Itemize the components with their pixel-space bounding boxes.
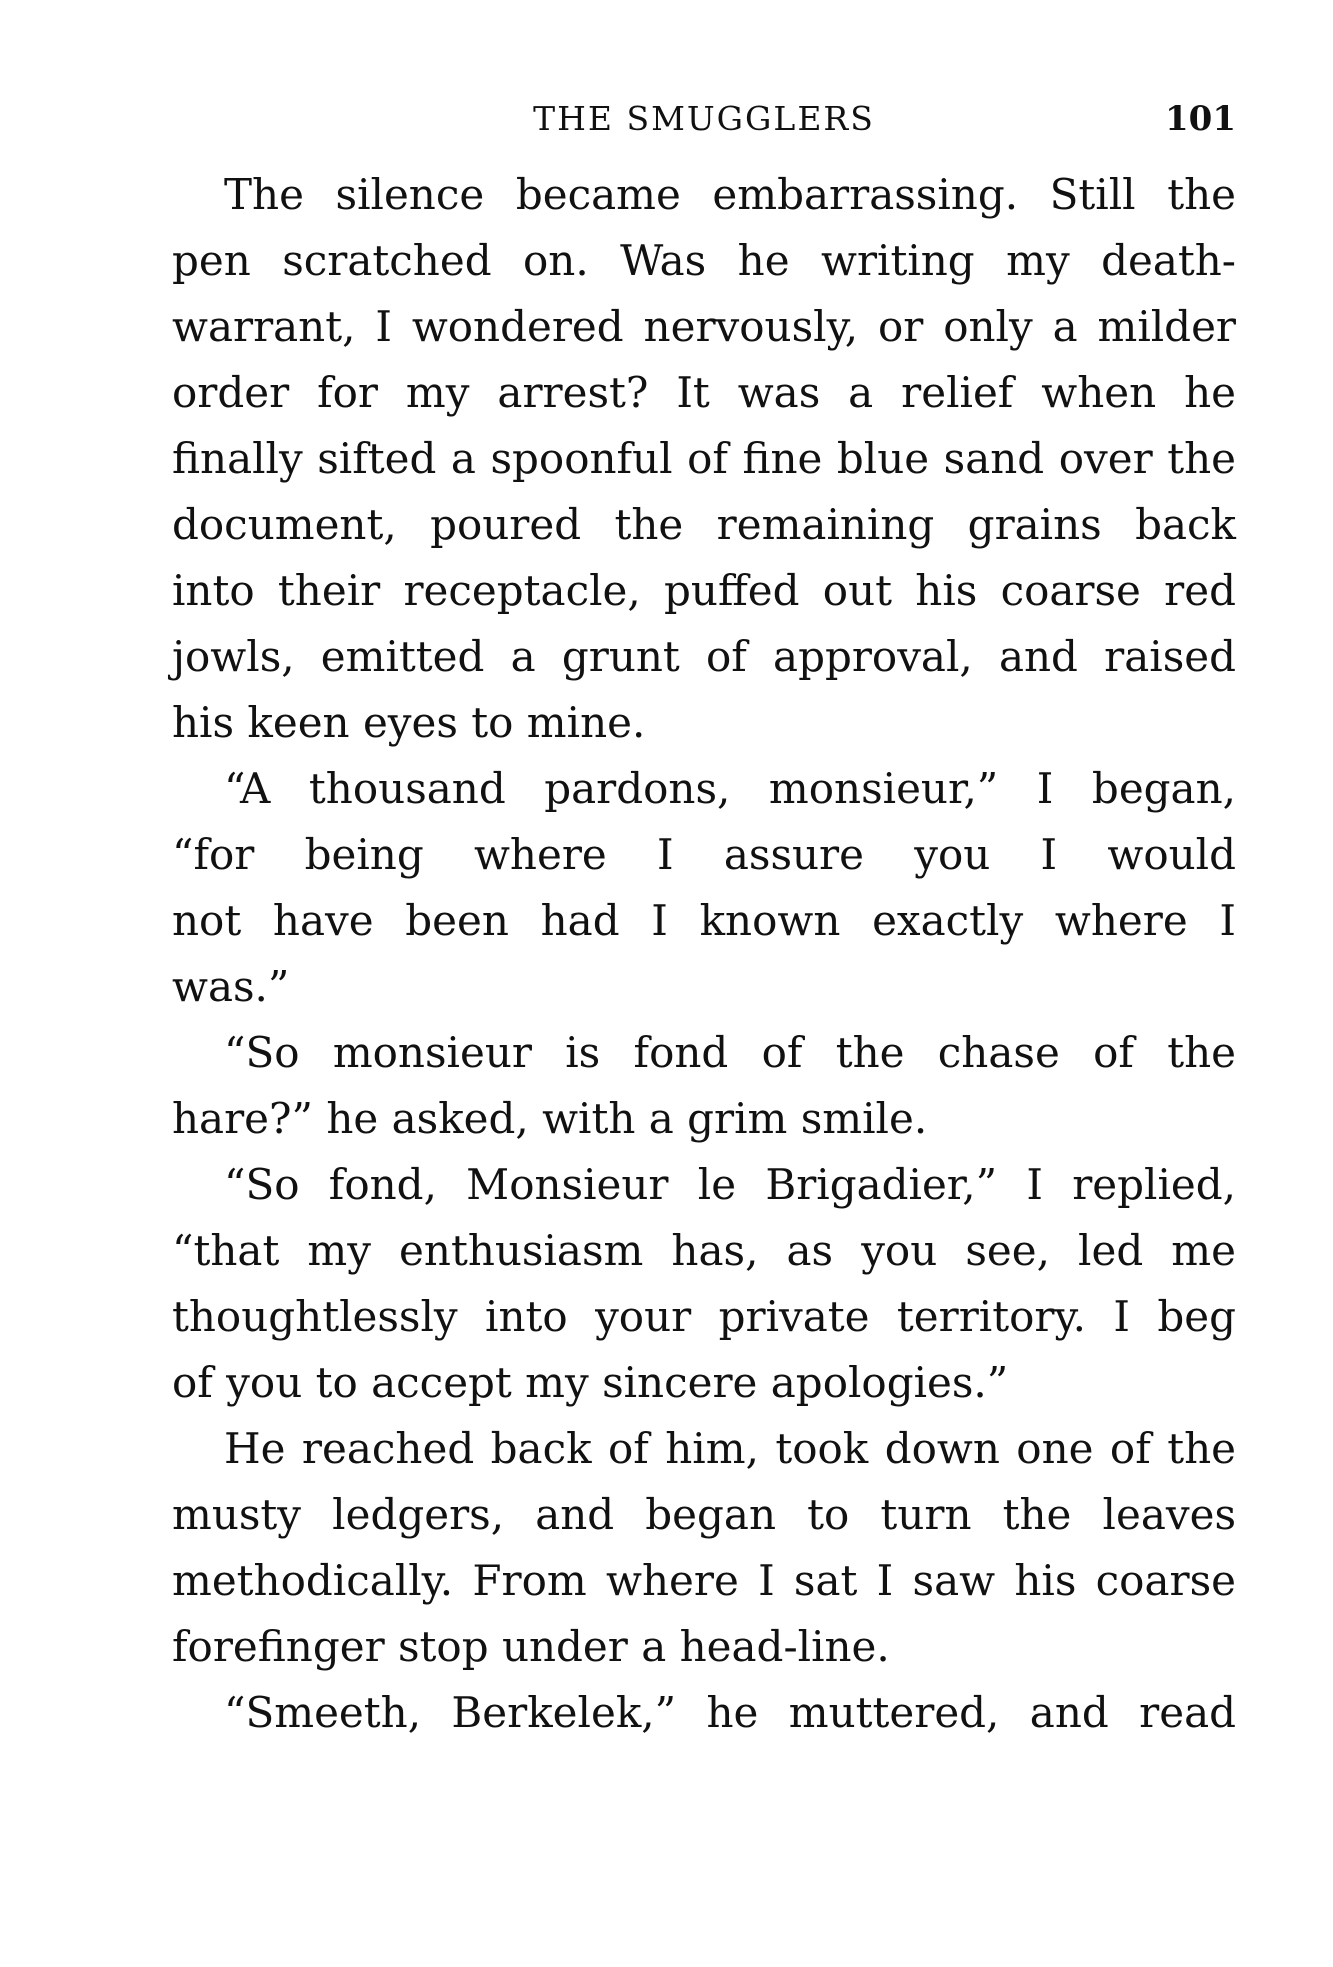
text-line: thoughtlessly into your private territory. I beg — [172, 1292, 1236, 1341]
text-line: his keen eyes to mine. — [172, 698, 646, 747]
page-number: 101 — [1165, 99, 1236, 139]
text-line: “A thousand pardons, monsieur,” I began, — [224, 764, 1236, 813]
text-line: methodically. From where I sat I saw his coarse — [172, 1556, 1236, 1605]
text-line: of you to accept my sincere apologies.” — [172, 1358, 1009, 1407]
text-line: “So fond, Monsieur le Brigadier,” I replied, — [224, 1160, 1236, 1209]
text-line: “So monsieur is fond of the chase of the — [224, 1028, 1236, 1077]
text-line: document, poured the remaining grains back — [172, 500, 1236, 549]
text-line: order for my arrest? It was a relief when he — [172, 368, 1236, 417]
text-line: into their receptacle, puffed out his coarse red — [172, 566, 1236, 615]
text-line: pen scratched on. Was he writing my death- — [172, 236, 1236, 285]
text-line: warrant, I wondered nervously, or only a milder — [172, 302, 1236, 351]
text-line: hare?” he asked, with a grim smile. — [172, 1094, 928, 1143]
running-head — [172, 94, 1236, 144]
body-text — [172, 162, 1236, 1746]
text-line: finally sifted a spoonful of fine blue sand over the — [172, 434, 1236, 483]
text-line: not have been had I known exactly where I — [172, 896, 1236, 945]
text-line: He reached back of him, took down one of the — [224, 1424, 1236, 1473]
text-line: forefinger stop under a head-line. — [172, 1622, 890, 1671]
running-title: THE SMUGGLERS — [533, 99, 875, 138]
text-line: “for being where I assure you I would — [172, 830, 1236, 879]
text-line: was.” — [172, 962, 290, 1011]
text-line: “that my enthusiasm has, as you see, led me — [172, 1226, 1236, 1275]
text-line: “Smeeth, Berkelek,” he muttered, and read — [224, 1688, 1236, 1737]
text-line: musty ledgers, and began to turn the leaves — [172, 1490, 1236, 1539]
text-line: jowls, emitted a grunt of approval, and raised — [172, 632, 1236, 681]
text-line: The silence became embarrassing. Still the — [224, 170, 1236, 219]
